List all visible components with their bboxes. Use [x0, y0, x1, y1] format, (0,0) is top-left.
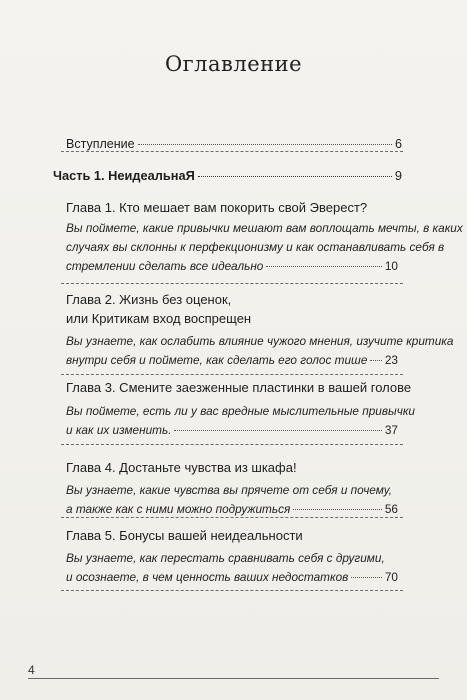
toc-page-number: 70 [384, 570, 398, 584]
chapter-5-description [66, 549, 398, 587]
page-title: Оглавление [164, 52, 303, 76]
dashed-separator [61, 444, 403, 445]
dot-leader [138, 144, 392, 145]
toc-page-number: 37 [384, 423, 398, 437]
footer-rule [28, 678, 439, 679]
description-line: случаях вы склонны к перфекционизму и как останавливать себя в [66, 240, 445, 254]
description-last-line [66, 568, 398, 587]
dashed-separator [61, 151, 403, 152]
toc-page-number: 10 [384, 259, 398, 273]
chapter-4-description [66, 481, 398, 519]
toc-entry-label: Часть 1. НеидеальнаЯ [53, 168, 195, 183]
toc-page-number: 23 [384, 353, 398, 367]
dot-leader [198, 176, 392, 177]
chapter-5-title[interactable]: Глава 5. Бонусы вашей неидеальности [66, 528, 303, 543]
chapter-3-description [66, 402, 415, 440]
dot-leader [266, 266, 382, 267]
dot-leader [370, 360, 381, 361]
description-line: Вы узнаете, какие чувства вы прячете от себя и почему, [66, 483, 393, 497]
chapter-1-title[interactable]: Глава 1. Кто мешает вам покорить свой Эверест? [66, 200, 368, 215]
description-line: Вы поймете, есть ли у вас вредные мыслительные привычки [66, 404, 415, 418]
toc-page-number: 9 [394, 168, 402, 183]
chapter-2-description [66, 332, 454, 370]
toc-entry-intro[interactable] [66, 137, 402, 151]
description-last-line [66, 257, 398, 276]
description-line: Вы поймете, какие привычки мешают вам воплощать мечты, в каких [66, 221, 463, 235]
description-last-line [66, 351, 398, 370]
chapter-2-title-line-2[interactable]: или Критикам вход воспрещен [66, 311, 252, 326]
chapter-2-title-line-1[interactable]: Глава 2. Жизнь без оценок, [66, 292, 232, 307]
description-line: стремлении сделать все идеально [66, 259, 264, 273]
description-line: и осознаете, в чем ценность ваших недостатков [66, 570, 349, 584]
description-line: внутри себя и поймете, как сделать его голос тише [66, 353, 368, 367]
dot-leader [351, 577, 382, 578]
description-line: Вы узнаете, как ослабить влияние чужого мнения, изучите критика [66, 334, 454, 348]
dot-leader [174, 430, 381, 431]
toc-page-number: 6 [395, 137, 402, 151]
toc-entry-part-1[interactable] [53, 168, 402, 183]
description-last-line [66, 421, 398, 440]
dashed-separator [61, 590, 403, 591]
description-line: и как их изменить. [66, 423, 172, 437]
dashed-separator [61, 517, 403, 518]
chapter-1-description [66, 219, 463, 276]
description-line: а также как с ними можно подружиться [66, 502, 291, 516]
description-line: Вы узнаете, как перестать сравнивать себя с другими, [66, 551, 385, 565]
dot-leader [293, 509, 382, 510]
page-number: 4 [28, 663, 35, 677]
toc-entry-label: Вступление [66, 137, 135, 151]
toc-page-number: 56 [384, 502, 398, 516]
chapter-4-title[interactable]: Глава 4. Достаньте чувства из шкафа! [66, 460, 297, 475]
dashed-separator [61, 374, 403, 375]
chapter-3-title[interactable]: Глава 3. Смените заезженные пластинки в вашей голове [66, 380, 412, 395]
dashed-separator [61, 283, 403, 284]
